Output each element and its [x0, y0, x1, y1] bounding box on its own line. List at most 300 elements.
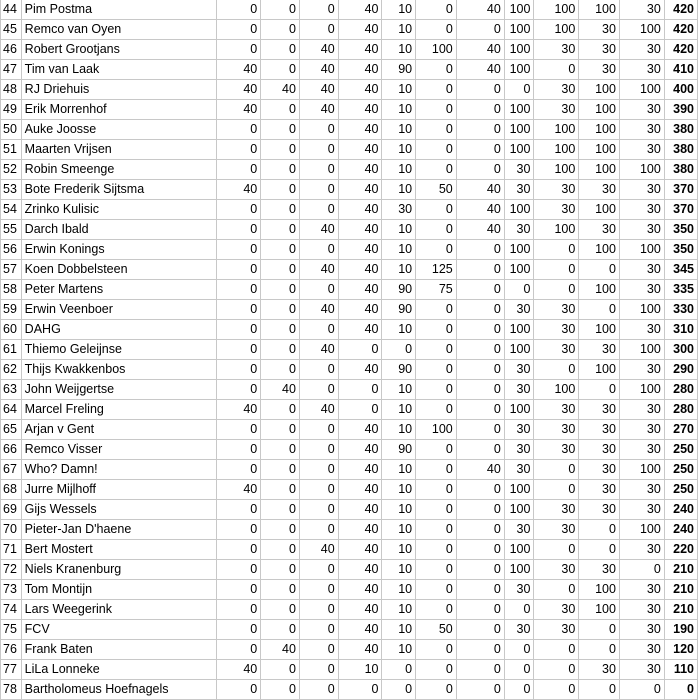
- score-cell[interactable]: 0: [416, 680, 457, 700]
- total-cell[interactable]: 390: [664, 100, 697, 120]
- score-cell[interactable]: 40: [338, 200, 382, 220]
- score-cell[interactable]: 10: [382, 20, 416, 40]
- score-cell[interactable]: 40: [217, 60, 261, 80]
- score-cell[interactable]: 0: [261, 300, 300, 320]
- score-cell[interactable]: 100: [534, 220, 579, 240]
- score-cell[interactable]: 0: [217, 460, 261, 480]
- score-cell[interactable]: 100: [619, 20, 664, 40]
- total-cell[interactable]: 0: [664, 680, 697, 700]
- name-cell[interactable]: Arjan v Gent: [21, 420, 217, 440]
- score-cell[interactable]: 30: [382, 200, 416, 220]
- row-number-cell[interactable]: 48: [1, 80, 22, 100]
- total-cell[interactable]: 210: [664, 560, 697, 580]
- score-cell[interactable]: 0: [416, 540, 457, 560]
- score-cell[interactable]: 30: [619, 480, 664, 500]
- score-cell[interactable]: 30: [534, 300, 579, 320]
- score-cell[interactable]: 0: [299, 440, 338, 460]
- score-cell[interactable]: 40: [299, 260, 338, 280]
- total-cell[interactable]: 280: [664, 400, 697, 420]
- row-number-cell[interactable]: 74: [1, 600, 22, 620]
- score-cell[interactable]: 0: [261, 400, 300, 420]
- score-cell[interactable]: 40: [299, 340, 338, 360]
- score-cell[interactable]: 0: [416, 200, 457, 220]
- row-number-cell[interactable]: 61: [1, 340, 22, 360]
- name-cell[interactable]: Jurre Mijlhoff: [21, 480, 217, 500]
- score-cell[interactable]: 10: [382, 260, 416, 280]
- score-cell[interactable]: 0: [261, 560, 300, 580]
- score-cell[interactable]: 100: [534, 120, 579, 140]
- score-cell[interactable]: 30: [504, 360, 534, 380]
- score-cell[interactable]: 0: [579, 520, 620, 540]
- score-cell[interactable]: 40: [217, 100, 261, 120]
- score-cell[interactable]: 30: [579, 500, 620, 520]
- score-cell[interactable]: 40: [338, 600, 382, 620]
- score-cell[interactable]: 100: [579, 240, 620, 260]
- name-cell[interactable]: Pieter-Jan D'haene: [21, 520, 217, 540]
- score-cell[interactable]: 100: [416, 420, 457, 440]
- score-cell[interactable]: 0: [338, 680, 382, 700]
- total-cell[interactable]: 310: [664, 320, 697, 340]
- score-cell[interactable]: 10: [382, 140, 416, 160]
- score-cell[interactable]: 0: [261, 120, 300, 140]
- score-cell[interactable]: 30: [619, 180, 664, 200]
- score-cell[interactable]: 10: [382, 560, 416, 580]
- score-cell[interactable]: 100: [504, 140, 534, 160]
- score-cell[interactable]: 10: [382, 380, 416, 400]
- score-cell[interactable]: 100: [579, 280, 620, 300]
- total-cell[interactable]: 350: [664, 220, 697, 240]
- score-cell[interactable]: 100: [619, 380, 664, 400]
- score-cell[interactable]: 100: [619, 240, 664, 260]
- score-cell[interactable]: 0: [299, 660, 338, 680]
- total-cell[interactable]: 210: [664, 580, 697, 600]
- score-cell[interactable]: 30: [579, 340, 620, 360]
- score-cell[interactable]: 10: [382, 640, 416, 660]
- score-cell[interactable]: 40: [261, 380, 300, 400]
- score-cell[interactable]: 40: [456, 40, 504, 60]
- score-cell[interactable]: 0: [416, 160, 457, 180]
- score-cell[interactable]: 100: [504, 480, 534, 500]
- score-cell[interactable]: 75: [416, 280, 457, 300]
- score-cell[interactable]: 0: [382, 340, 416, 360]
- score-cell[interactable]: 30: [619, 540, 664, 560]
- score-cell[interactable]: 40: [338, 240, 382, 260]
- score-cell[interactable]: 40: [338, 440, 382, 460]
- score-cell[interactable]: 0: [456, 660, 504, 680]
- score-cell[interactable]: 0: [261, 180, 300, 200]
- total-cell[interactable]: 190: [664, 620, 697, 640]
- score-cell[interactable]: 30: [534, 40, 579, 60]
- score-cell[interactable]: 0: [456, 260, 504, 280]
- score-cell[interactable]: 40: [338, 320, 382, 340]
- total-cell[interactable]: 420: [664, 0, 697, 20]
- score-cell[interactable]: 0: [579, 260, 620, 280]
- score-cell[interactable]: 0: [217, 500, 261, 520]
- total-cell[interactable]: 250: [664, 480, 697, 500]
- score-cell[interactable]: 30: [619, 280, 664, 300]
- row-number-cell[interactable]: 51: [1, 140, 22, 160]
- row-number-cell[interactable]: 59: [1, 300, 22, 320]
- score-cell[interactable]: 40: [338, 460, 382, 480]
- name-cell[interactable]: Robin Smeenge: [21, 160, 217, 180]
- score-cell[interactable]: 0: [416, 360, 457, 380]
- score-cell[interactable]: 0: [299, 600, 338, 620]
- score-cell[interactable]: 0: [217, 260, 261, 280]
- score-cell[interactable]: 0: [416, 460, 457, 480]
- row-number-cell[interactable]: 58: [1, 280, 22, 300]
- name-cell[interactable]: Remco Visser: [21, 440, 217, 460]
- score-cell[interactable]: 30: [579, 420, 620, 440]
- row-number-cell[interactable]: 67: [1, 460, 22, 480]
- score-cell[interactable]: 0: [382, 660, 416, 680]
- score-cell[interactable]: 0: [456, 520, 504, 540]
- score-cell[interactable]: 0: [217, 560, 261, 580]
- score-cell[interactable]: 0: [456, 100, 504, 120]
- score-cell[interactable]: 0: [261, 600, 300, 620]
- score-cell[interactable]: 30: [619, 580, 664, 600]
- score-cell[interactable]: 10: [382, 460, 416, 480]
- score-cell[interactable]: 0: [416, 440, 457, 460]
- score-cell[interactable]: 30: [534, 600, 579, 620]
- score-cell[interactable]: 30: [619, 400, 664, 420]
- score-cell[interactable]: 0: [261, 160, 300, 180]
- score-cell[interactable]: 30: [619, 420, 664, 440]
- score-cell[interactable]: 100: [534, 380, 579, 400]
- score-cell[interactable]: 0: [534, 460, 579, 480]
- score-cell[interactable]: 40: [338, 480, 382, 500]
- score-cell[interactable]: 30: [504, 440, 534, 460]
- name-cell[interactable]: Who? Damn!: [21, 460, 217, 480]
- score-cell[interactable]: 0: [504, 80, 534, 100]
- score-cell[interactable]: 40: [338, 640, 382, 660]
- row-number-cell[interactable]: 66: [1, 440, 22, 460]
- name-cell[interactable]: Thiemo Geleijnse: [21, 340, 217, 360]
- score-cell[interactable]: 0: [299, 120, 338, 140]
- score-cell[interactable]: 100: [579, 140, 620, 160]
- score-cell[interactable]: 0: [299, 580, 338, 600]
- score-cell[interactable]: 90: [382, 280, 416, 300]
- score-cell[interactable]: 0: [261, 200, 300, 220]
- total-cell[interactable]: 335: [664, 280, 697, 300]
- score-cell[interactable]: 0: [261, 40, 300, 60]
- score-cell[interactable]: 0: [416, 640, 457, 660]
- name-cell[interactable]: Erwin Veenboer: [21, 300, 217, 320]
- total-cell[interactable]: 120: [664, 640, 697, 660]
- score-cell[interactable]: 0: [456, 400, 504, 420]
- row-number-cell[interactable]: 71: [1, 540, 22, 560]
- score-cell[interactable]: 100: [619, 340, 664, 360]
- score-cell[interactable]: 0: [504, 280, 534, 300]
- score-cell[interactable]: 0: [534, 680, 579, 700]
- score-cell[interactable]: 0: [456, 300, 504, 320]
- name-cell[interactable]: Erwin Konings: [21, 240, 217, 260]
- score-cell[interactable]: 10: [382, 600, 416, 620]
- score-cell[interactable]: 10: [382, 520, 416, 540]
- score-cell[interactable]: 40: [338, 580, 382, 600]
- score-cell[interactable]: 10: [382, 480, 416, 500]
- name-cell[interactable]: Peter Martens: [21, 280, 217, 300]
- score-cell[interactable]: 30: [619, 220, 664, 240]
- name-cell[interactable]: Pim Postma: [21, 0, 217, 20]
- score-cell[interactable]: 0: [416, 520, 457, 540]
- score-cell[interactable]: 100: [504, 500, 534, 520]
- score-cell[interactable]: 0: [456, 440, 504, 460]
- score-cell[interactable]: 100: [504, 560, 534, 580]
- row-number-cell[interactable]: 68: [1, 480, 22, 500]
- total-cell[interactable]: 350: [664, 240, 697, 260]
- score-cell[interactable]: 100: [504, 40, 534, 60]
- total-cell[interactable]: 270: [664, 420, 697, 440]
- score-cell[interactable]: 30: [534, 320, 579, 340]
- total-cell[interactable]: 210: [664, 600, 697, 620]
- score-cell[interactable]: 10: [382, 420, 416, 440]
- score-cell[interactable]: 100: [579, 160, 620, 180]
- score-cell[interactable]: 0: [416, 400, 457, 420]
- total-cell[interactable]: 300: [664, 340, 697, 360]
- name-cell[interactable]: RJ Driehuis: [21, 80, 217, 100]
- score-cell[interactable]: 40: [456, 180, 504, 200]
- score-cell[interactable]: 100: [416, 40, 457, 60]
- row-number-cell[interactable]: 69: [1, 500, 22, 520]
- row-number-cell[interactable]: 70: [1, 520, 22, 540]
- score-cell[interactable]: 30: [619, 40, 664, 60]
- score-cell[interactable]: 0: [299, 0, 338, 20]
- score-cell[interactable]: 0: [217, 140, 261, 160]
- score-cell[interactable]: 0: [456, 540, 504, 560]
- score-cell[interactable]: 0: [217, 420, 261, 440]
- score-cell[interactable]: 0: [534, 60, 579, 80]
- row-number-cell[interactable]: 77: [1, 660, 22, 680]
- score-cell[interactable]: 0: [534, 540, 579, 560]
- name-cell[interactable]: Marcel Freling: [21, 400, 217, 420]
- score-cell[interactable]: 0: [217, 540, 261, 560]
- name-cell[interactable]: Bartholomeus Hoefnagels: [21, 680, 217, 700]
- score-cell[interactable]: 30: [504, 180, 534, 200]
- score-cell[interactable]: 100: [504, 20, 534, 40]
- name-cell[interactable]: Robert Grootjans: [21, 40, 217, 60]
- score-cell[interactable]: 0: [456, 20, 504, 40]
- score-cell[interactable]: 40: [456, 60, 504, 80]
- score-cell[interactable]: 40: [261, 640, 300, 660]
- score-cell[interactable]: 100: [579, 120, 620, 140]
- score-cell[interactable]: 0: [217, 120, 261, 140]
- row-number-cell[interactable]: 56: [1, 240, 22, 260]
- total-cell[interactable]: 220: [664, 540, 697, 560]
- score-cell[interactable]: 100: [504, 60, 534, 80]
- name-cell[interactable]: Tom Montijn: [21, 580, 217, 600]
- score-cell[interactable]: 30: [579, 60, 620, 80]
- score-cell[interactable]: 0: [299, 380, 338, 400]
- score-cell[interactable]: 125: [416, 260, 457, 280]
- row-number-cell[interactable]: 57: [1, 260, 22, 280]
- score-cell[interactable]: 10: [382, 620, 416, 640]
- score-cell[interactable]: 100: [504, 0, 534, 20]
- score-cell[interactable]: 40: [338, 560, 382, 580]
- name-cell[interactable]: Tim van Laak: [21, 60, 217, 80]
- score-cell[interactable]: 0: [534, 240, 579, 260]
- name-cell[interactable]: Gijs Wessels: [21, 500, 217, 520]
- score-cell[interactable]: 0: [579, 640, 620, 660]
- row-number-cell[interactable]: 53: [1, 180, 22, 200]
- score-cell[interactable]: 30: [534, 520, 579, 540]
- score-cell[interactable]: 30: [579, 480, 620, 500]
- score-cell[interactable]: 0: [504, 660, 534, 680]
- score-cell[interactable]: 30: [534, 500, 579, 520]
- score-cell[interactable]: 30: [504, 460, 534, 480]
- score-cell[interactable]: 30: [619, 320, 664, 340]
- score-cell[interactable]: 0: [261, 540, 300, 560]
- score-cell[interactable]: 40: [299, 100, 338, 120]
- name-cell[interactable]: Bote Frederik Sijtsma: [21, 180, 217, 200]
- score-cell[interactable]: 10: [382, 120, 416, 140]
- score-cell[interactable]: 0: [456, 320, 504, 340]
- score-cell[interactable]: 0: [456, 620, 504, 640]
- score-cell[interactable]: 0: [416, 60, 457, 80]
- total-cell[interactable]: 420: [664, 20, 697, 40]
- score-cell[interactable]: 0: [261, 500, 300, 520]
- score-cell[interactable]: 40: [338, 520, 382, 540]
- total-cell[interactable]: 250: [664, 440, 697, 460]
- score-cell[interactable]: 30: [534, 420, 579, 440]
- score-cell[interactable]: 40: [338, 0, 382, 20]
- score-cell[interactable]: 0: [261, 20, 300, 40]
- score-cell[interactable]: 30: [619, 140, 664, 160]
- score-cell[interactable]: 100: [579, 320, 620, 340]
- score-cell[interactable]: 0: [416, 100, 457, 120]
- score-cell[interactable]: 0: [416, 240, 457, 260]
- total-cell[interactable]: 330: [664, 300, 697, 320]
- row-number-cell[interactable]: 65: [1, 420, 22, 440]
- score-cell[interactable]: 10: [382, 320, 416, 340]
- score-cell[interactable]: 100: [619, 80, 664, 100]
- score-cell[interactable]: 40: [299, 300, 338, 320]
- score-cell[interactable]: 40: [338, 300, 382, 320]
- score-cell[interactable]: 100: [504, 340, 534, 360]
- score-cell[interactable]: 100: [579, 80, 620, 100]
- score-cell[interactable]: 0: [338, 340, 382, 360]
- row-number-cell[interactable]: 75: [1, 620, 22, 640]
- score-cell[interactable]: 0: [261, 220, 300, 240]
- score-cell[interactable]: 0: [456, 640, 504, 660]
- score-cell[interactable]: 30: [534, 340, 579, 360]
- total-cell[interactable]: 110: [664, 660, 697, 680]
- total-cell[interactable]: 380: [664, 140, 697, 160]
- score-cell[interactable]: 100: [619, 460, 664, 480]
- score-cell[interactable]: 10: [382, 400, 416, 420]
- score-cell[interactable]: 0: [299, 680, 338, 700]
- score-cell[interactable]: 0: [299, 160, 338, 180]
- row-number-cell[interactable]: 62: [1, 360, 22, 380]
- score-cell[interactable]: 100: [504, 120, 534, 140]
- score-cell[interactable]: 0: [416, 320, 457, 340]
- score-cell[interactable]: 0: [504, 600, 534, 620]
- score-cell[interactable]: 0: [534, 660, 579, 680]
- score-cell[interactable]: 0: [299, 560, 338, 580]
- score-cell[interactable]: 0: [456, 80, 504, 100]
- total-cell[interactable]: 370: [664, 200, 697, 220]
- score-cell[interactable]: 0: [456, 600, 504, 620]
- score-cell[interactable]: 30: [579, 20, 620, 40]
- score-cell[interactable]: 30: [619, 620, 664, 640]
- row-number-cell[interactable]: 55: [1, 220, 22, 240]
- score-cell[interactable]: 0: [299, 20, 338, 40]
- score-cell[interactable]: 0: [217, 40, 261, 60]
- score-cell[interactable]: 0: [619, 560, 664, 580]
- name-cell[interactable]: John Weijgertse: [21, 380, 217, 400]
- score-cell[interactable]: 30: [504, 300, 534, 320]
- score-cell[interactable]: 100: [534, 0, 579, 20]
- score-cell[interactable]: 40: [338, 500, 382, 520]
- score-cell[interactable]: 90: [382, 300, 416, 320]
- score-cell[interactable]: 0: [456, 500, 504, 520]
- score-cell[interactable]: 30: [504, 620, 534, 640]
- score-cell[interactable]: 0: [217, 280, 261, 300]
- score-cell[interactable]: 0: [338, 400, 382, 420]
- score-cell[interactable]: 0: [534, 360, 579, 380]
- score-cell[interactable]: 0: [261, 420, 300, 440]
- score-cell[interactable]: 0: [456, 420, 504, 440]
- score-cell[interactable]: 0: [217, 240, 261, 260]
- name-cell[interactable]: DAHG: [21, 320, 217, 340]
- score-cell[interactable]: 100: [534, 160, 579, 180]
- score-cell[interactable]: 100: [504, 260, 534, 280]
- score-cell[interactable]: 0: [261, 240, 300, 260]
- score-cell[interactable]: 0: [416, 660, 457, 680]
- score-cell[interactable]: 100: [579, 100, 620, 120]
- score-cell[interactable]: 40: [338, 80, 382, 100]
- score-cell[interactable]: 0: [217, 520, 261, 540]
- total-cell[interactable]: 345: [664, 260, 697, 280]
- name-cell[interactable]: FCV: [21, 620, 217, 640]
- score-cell[interactable]: 40: [338, 220, 382, 240]
- row-number-cell[interactable]: 63: [1, 380, 22, 400]
- score-cell[interactable]: 0: [456, 160, 504, 180]
- score-cell[interactable]: 10: [382, 180, 416, 200]
- score-cell[interactable]: 0: [261, 660, 300, 680]
- score-cell[interactable]: 30: [619, 360, 664, 380]
- row-number-cell[interactable]: 52: [1, 160, 22, 180]
- score-cell[interactable]: 0: [299, 280, 338, 300]
- score-cell[interactable]: 0: [416, 80, 457, 100]
- total-cell[interactable]: 290: [664, 360, 697, 380]
- total-cell[interactable]: 240: [664, 520, 697, 540]
- score-cell[interactable]: 40: [299, 540, 338, 560]
- score-cell[interactable]: 0: [416, 340, 457, 360]
- score-cell[interactable]: 0: [261, 100, 300, 120]
- score-cell[interactable]: 10: [382, 500, 416, 520]
- score-cell[interactable]: 40: [338, 180, 382, 200]
- total-cell[interactable]: 370: [664, 180, 697, 200]
- score-cell[interactable]: 30: [619, 440, 664, 460]
- score-cell[interactable]: 30: [534, 80, 579, 100]
- score-cell[interactable]: 0: [416, 220, 457, 240]
- score-cell[interactable]: 40: [338, 360, 382, 380]
- score-cell[interactable]: 10: [338, 660, 382, 680]
- score-cell[interactable]: 0: [456, 580, 504, 600]
- score-cell[interactable]: 10: [382, 40, 416, 60]
- score-cell[interactable]: 0: [456, 680, 504, 700]
- total-cell[interactable]: 280: [664, 380, 697, 400]
- score-cell[interactable]: 30: [579, 660, 620, 680]
- name-cell[interactable]: Niels Kranenburg: [21, 560, 217, 580]
- score-cell[interactable]: 0: [217, 300, 261, 320]
- name-cell[interactable]: Bert Mostert: [21, 540, 217, 560]
- total-cell[interactable]: 400: [664, 80, 697, 100]
- score-cell[interactable]: 30: [534, 200, 579, 220]
- score-cell[interactable]: 0: [456, 280, 504, 300]
- score-cell[interactable]: 0: [579, 380, 620, 400]
- score-cell[interactable]: 100: [504, 200, 534, 220]
